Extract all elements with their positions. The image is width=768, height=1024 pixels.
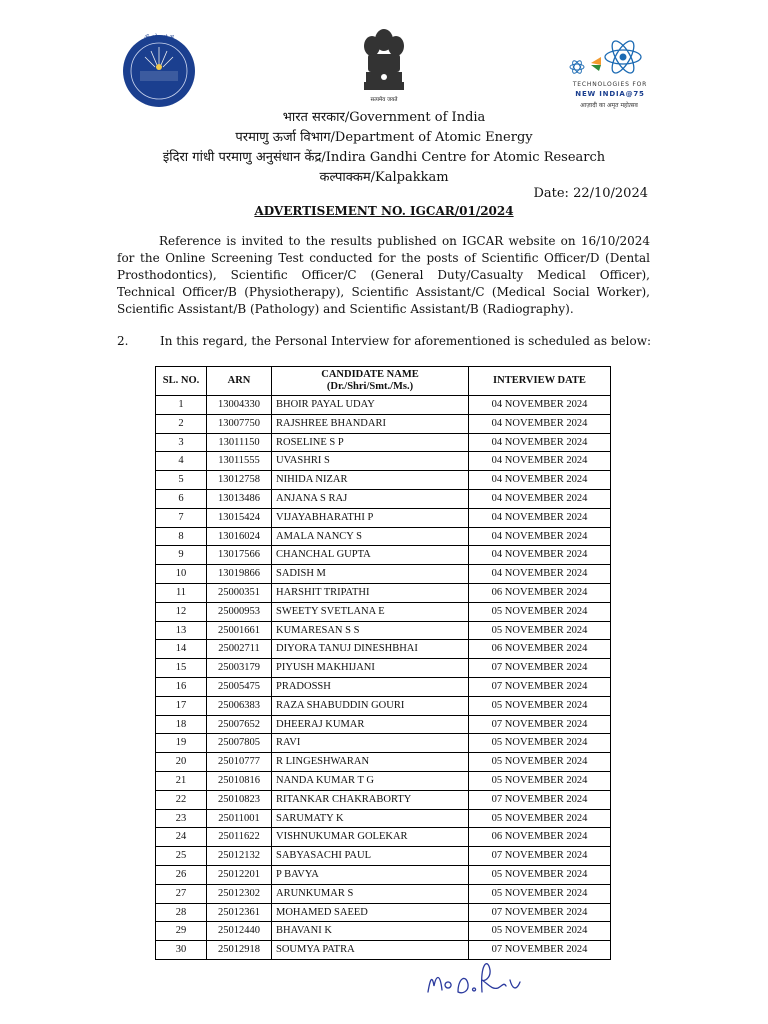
cell-sl-no: 27: [156, 884, 207, 903]
cell-sl-no: 22: [156, 790, 207, 809]
cell-arn: 13012758: [207, 471, 272, 490]
table-row: [156, 433, 611, 452]
cell-candidate-name: DHEERAJ KUMAR: [272, 715, 469, 734]
cell-interview-date: 05 NOVEMBER 2024: [469, 621, 611, 640]
cell-candidate-name: BHOIR PAYAL UDAY: [272, 396, 469, 415]
interview-paragraph: In this regard, the Personal Interview for aforementioned is scheduled as below:: [160, 334, 652, 348]
cell-arn: 25012302: [207, 884, 272, 903]
reference-paragraph: Reference is invited to the results published on IGCAR website on 16/10/2024 for the Online Screening Test conducted for the posts of Scientific Officer/D (Dental Prosthodontics), Scientific Officer/C (General Duty/Casualty Medical Officer), Technical Officer/B (Physiotherapy), Scientific Assistant/C (Medical Social Worker), Scientific Assistant/B (Pathology) and Scientific Assistant/B (Radiography).: [117, 234, 650, 316]
cell-arn: 25012132: [207, 847, 272, 866]
cell-interview-date: 05 NOVEMBER 2024: [469, 734, 611, 753]
table-row: [156, 903, 611, 922]
table-row: [156, 452, 611, 471]
cell-sl-no: 17: [156, 696, 207, 715]
cell-interview-date: 07 NOVEMBER 2024: [469, 847, 611, 866]
cell-interview-date: 07 NOVEMBER 2024: [469, 941, 611, 960]
cell-sl-no: 14: [156, 640, 207, 659]
header-sl-no: SL. NO.: [156, 367, 207, 396]
table-row: [156, 771, 611, 790]
cell-candidate-name: MOHAMED SAEED: [272, 903, 469, 922]
cell-candidate-name: VISHNUKUMAR GOLEKAR: [272, 828, 469, 847]
cell-interview-date: 05 NOVEMBER 2024: [469, 884, 611, 903]
cell-interview-date: 06 NOVEMBER 2024: [469, 583, 611, 602]
advertisement-number: ADVERTISEMENT NO. IGCAR/01/2024: [254, 204, 514, 218]
logo-line1: TECHNOLOGIES FOR: [572, 81, 648, 88]
cell-candidate-name: HARSHIT TRIPATHI: [272, 583, 469, 602]
cell-interview-date: 07 NOVEMBER 2024: [469, 790, 611, 809]
cell-candidate-name: BHAVANI K: [272, 922, 469, 941]
table-row: [156, 602, 611, 621]
cell-candidate-name: ARUNKUMAR S: [272, 884, 469, 903]
cell-arn: 25000953: [207, 602, 272, 621]
cell-interview-date: 07 NOVEMBER 2024: [469, 715, 611, 734]
cell-arn: 13013486: [207, 489, 272, 508]
cell-interview-date: 07 NOVEMBER 2024: [469, 903, 611, 922]
cell-candidate-name: ANJANA S RAJ: [272, 489, 469, 508]
table-row: [156, 828, 611, 847]
table-row: [156, 659, 611, 678]
table-row: [156, 753, 611, 772]
cell-arn: 25012440: [207, 922, 272, 941]
cell-interview-date: 05 NOVEMBER 2024: [469, 922, 611, 941]
table-row: [156, 790, 611, 809]
cell-interview-date: 06 NOVEMBER 2024: [469, 828, 611, 847]
table-row: [156, 677, 611, 696]
table-row: [156, 527, 611, 546]
table-row: [156, 621, 611, 640]
cell-arn: 13011150: [207, 433, 272, 452]
cell-sl-no: 18: [156, 715, 207, 734]
cell-interview-date: 05 NOVEMBER 2024: [469, 602, 611, 621]
igcar-logo: [118, 27, 200, 113]
cell-sl-no: 21: [156, 771, 207, 790]
cell-sl-no: 11: [156, 583, 207, 602]
cell-interview-date: 04 NOVEMBER 2024: [469, 433, 611, 452]
cell-sl-no: 9: [156, 546, 207, 565]
cell-interview-date: 04 NOVEMBER 2024: [469, 414, 611, 433]
cell-sl-no: 2: [156, 414, 207, 433]
cell-candidate-name: PIYUSH MAKHIJANI: [272, 659, 469, 678]
table-row: [156, 640, 611, 659]
cell-arn: 25001661: [207, 621, 272, 640]
cell-arn: 25012201: [207, 865, 272, 884]
header-department: परमाणु ऊर्जा विभाग/Department of Atomic Energy: [235, 130, 533, 145]
cell-interview-date: 04 NOVEMBER 2024: [469, 565, 611, 584]
cell-candidate-name: SADISH M: [272, 565, 469, 584]
cell-interview-date: 04 NOVEMBER 2024: [469, 471, 611, 490]
table-row: [156, 546, 611, 565]
letterhead: [0, 108, 768, 188]
cell-sl-no: 24: [156, 828, 207, 847]
cell-candidate-name: RAVI: [272, 734, 469, 753]
cell-sl-no: 1: [156, 396, 207, 415]
table-row: [156, 847, 611, 866]
table-row: [156, 471, 611, 490]
table-row: [156, 583, 611, 602]
cell-candidate-name: PRADOSSH: [272, 677, 469, 696]
cell-interview-date: 04 NOVEMBER 2024: [469, 527, 611, 546]
paragraph-number: 2.: [117, 334, 129, 348]
svg-text:ॐ ओम् शं अ: ॐ ओम् शं अ: [144, 34, 174, 41]
cell-candidate-name: SABYASACHI PAUL: [272, 847, 469, 866]
cell-interview-date: 04 NOVEMBER 2024: [469, 396, 611, 415]
cell-interview-date: 04 NOVEMBER 2024: [469, 546, 611, 565]
cell-candidate-name: SWEETY SVETLANA E: [272, 602, 469, 621]
cell-interview-date: 04 NOVEMBER 2024: [469, 452, 611, 471]
header-interview-date: INTERVIEW DATE: [469, 367, 611, 396]
cell-candidate-name: ROSELINE S P: [272, 433, 469, 452]
table-row: [156, 884, 611, 903]
cell-arn: 25010816: [207, 771, 272, 790]
cell-arn: 25006383: [207, 696, 272, 715]
cell-sl-no: 5: [156, 471, 207, 490]
cell-interview-date: 05 NOVEMBER 2024: [469, 865, 611, 884]
cell-arn: 25012918: [207, 941, 272, 960]
cell-sl-no: 3: [156, 433, 207, 452]
cell-sl-no: 6: [156, 489, 207, 508]
header-arn: ARN: [207, 367, 272, 396]
cell-sl-no: 7: [156, 508, 207, 527]
logo-line3: आज़ादी का अमृत महोत्सव: [580, 102, 638, 109]
header-government: भारत सरकार/Government of India: [282, 110, 486, 125]
cell-arn: 13016024: [207, 527, 272, 546]
cell-sl-no: 12: [156, 602, 207, 621]
cell-candidate-name: SOUMYA PATRA: [272, 941, 469, 960]
cell-arn: 25011001: [207, 809, 272, 828]
cell-sl-no: 8: [156, 527, 207, 546]
cell-interview-date: 07 NOVEMBER 2024: [469, 659, 611, 678]
header-name-line1: CANDIDATE NAME: [321, 369, 419, 380]
interview-schedule-table: [155, 366, 611, 960]
cell-sl-no: 10: [156, 565, 207, 584]
header-location: कल्पाक्कम/Kalpakkam: [319, 170, 449, 185]
cell-interview-date: 05 NOVEMBER 2024: [469, 753, 611, 772]
table-row: [156, 865, 611, 884]
emblem-motto: सत्यमेव जयते: [370, 97, 398, 103]
table-row: [156, 489, 611, 508]
cell-candidate-name: RITANKAR CHAKRABORTY: [272, 790, 469, 809]
cell-sl-no: 13: [156, 621, 207, 640]
cell-arn: 25010777: [207, 753, 272, 772]
table-row: [156, 734, 611, 753]
cell-interview-date: 07 NOVEMBER 2024: [469, 677, 611, 696]
cell-sl-no: 30: [156, 941, 207, 960]
cell-candidate-name: DIYORA TANUJ DINESHBHAI: [272, 640, 469, 659]
table-row: [156, 809, 611, 828]
table-row: [156, 715, 611, 734]
header-name-line2: (Dr./Shri/Smt./Ms.): [326, 381, 414, 392]
cell-interview-date: 06 NOVEMBER 2024: [469, 640, 611, 659]
national-emblem: [356, 22, 412, 108]
cell-arn: 13004330: [207, 396, 272, 415]
table-row: [156, 396, 611, 415]
cell-sl-no: 16: [156, 677, 207, 696]
cell-sl-no: 28: [156, 903, 207, 922]
cell-sl-no: 19: [156, 734, 207, 753]
cell-sl-no: 26: [156, 865, 207, 884]
cell-arn: 25007805: [207, 734, 272, 753]
cell-arn: 13007750: [207, 414, 272, 433]
cell-arn: 25005475: [207, 677, 272, 696]
cell-candidate-name: RAJSHREE BHANDARI: [272, 414, 469, 433]
cell-interview-date: 05 NOVEMBER 2024: [469, 771, 611, 790]
cell-arn: 25000351: [207, 583, 272, 602]
new-india-75-logo: [565, 35, 653, 115]
cell-candidate-name: UVASHRI S: [272, 452, 469, 471]
cell-arn: 25007652: [207, 715, 272, 734]
cell-candidate-name: KUMARESAN S S: [272, 621, 469, 640]
cell-arn: 25010823: [207, 790, 272, 809]
cell-candidate-name: R LINGESHWARAN: [272, 753, 469, 772]
cell-candidate-name: CHANCHAL GUPTA: [272, 546, 469, 565]
cell-interview-date: 05 NOVEMBER 2024: [469, 809, 611, 828]
document-date: Date: 22/10/2024: [533, 186, 648, 201]
cell-arn: 13017566: [207, 546, 272, 565]
table-row: [156, 414, 611, 433]
cell-arn: 13011555: [207, 452, 272, 471]
cell-arn: 25011622: [207, 828, 272, 847]
cell-candidate-name: SARUMATY K: [272, 809, 469, 828]
cell-candidate-name: VIJAYABHARATHI P: [272, 508, 469, 527]
cell-arn: 25002711: [207, 640, 272, 659]
cell-arn: 25003179: [207, 659, 272, 678]
header-centre: इंदिरा गांधी परमाणु अनुसंधान केंद्र/Indira Gandhi Centre for Atomic Research: [162, 150, 606, 165]
cell-arn: 25012361: [207, 903, 272, 922]
cell-sl-no: 23: [156, 809, 207, 828]
cell-interview-date: 04 NOVEMBER 2024: [469, 508, 611, 527]
cell-candidate-name: RAZA SHABUDDIN GOURI: [272, 696, 469, 715]
table-row: [156, 565, 611, 584]
table-row: [156, 941, 611, 960]
cell-interview-date: 04 NOVEMBER 2024: [469, 489, 611, 508]
cell-interview-date: 05 NOVEMBER 2024: [469, 696, 611, 715]
table-row: [156, 508, 611, 527]
table-header-row: [156, 367, 611, 396]
cell-sl-no: 4: [156, 452, 207, 471]
table-row: [156, 696, 611, 715]
handwritten-signature: [420, 952, 530, 1007]
cell-sl-no: 15: [156, 659, 207, 678]
logo-line2: NEW INDIA@75: [575, 90, 645, 98]
cell-arn: 13015424: [207, 508, 272, 527]
cell-candidate-name: NIHIDA NIZAR: [272, 471, 469, 490]
cell-arn: 13019866: [207, 565, 272, 584]
header-candidate-name: [272, 367, 469, 396]
cell-sl-no: 29: [156, 922, 207, 941]
cell-candidate-name: AMALA NANCY S: [272, 527, 469, 546]
table-row: [156, 922, 611, 941]
cell-sl-no: 25: [156, 847, 207, 866]
cell-sl-no: 20: [156, 753, 207, 772]
cell-candidate-name: P BAVYA: [272, 865, 469, 884]
cell-candidate-name: NANDA KUMAR T G: [272, 771, 469, 790]
